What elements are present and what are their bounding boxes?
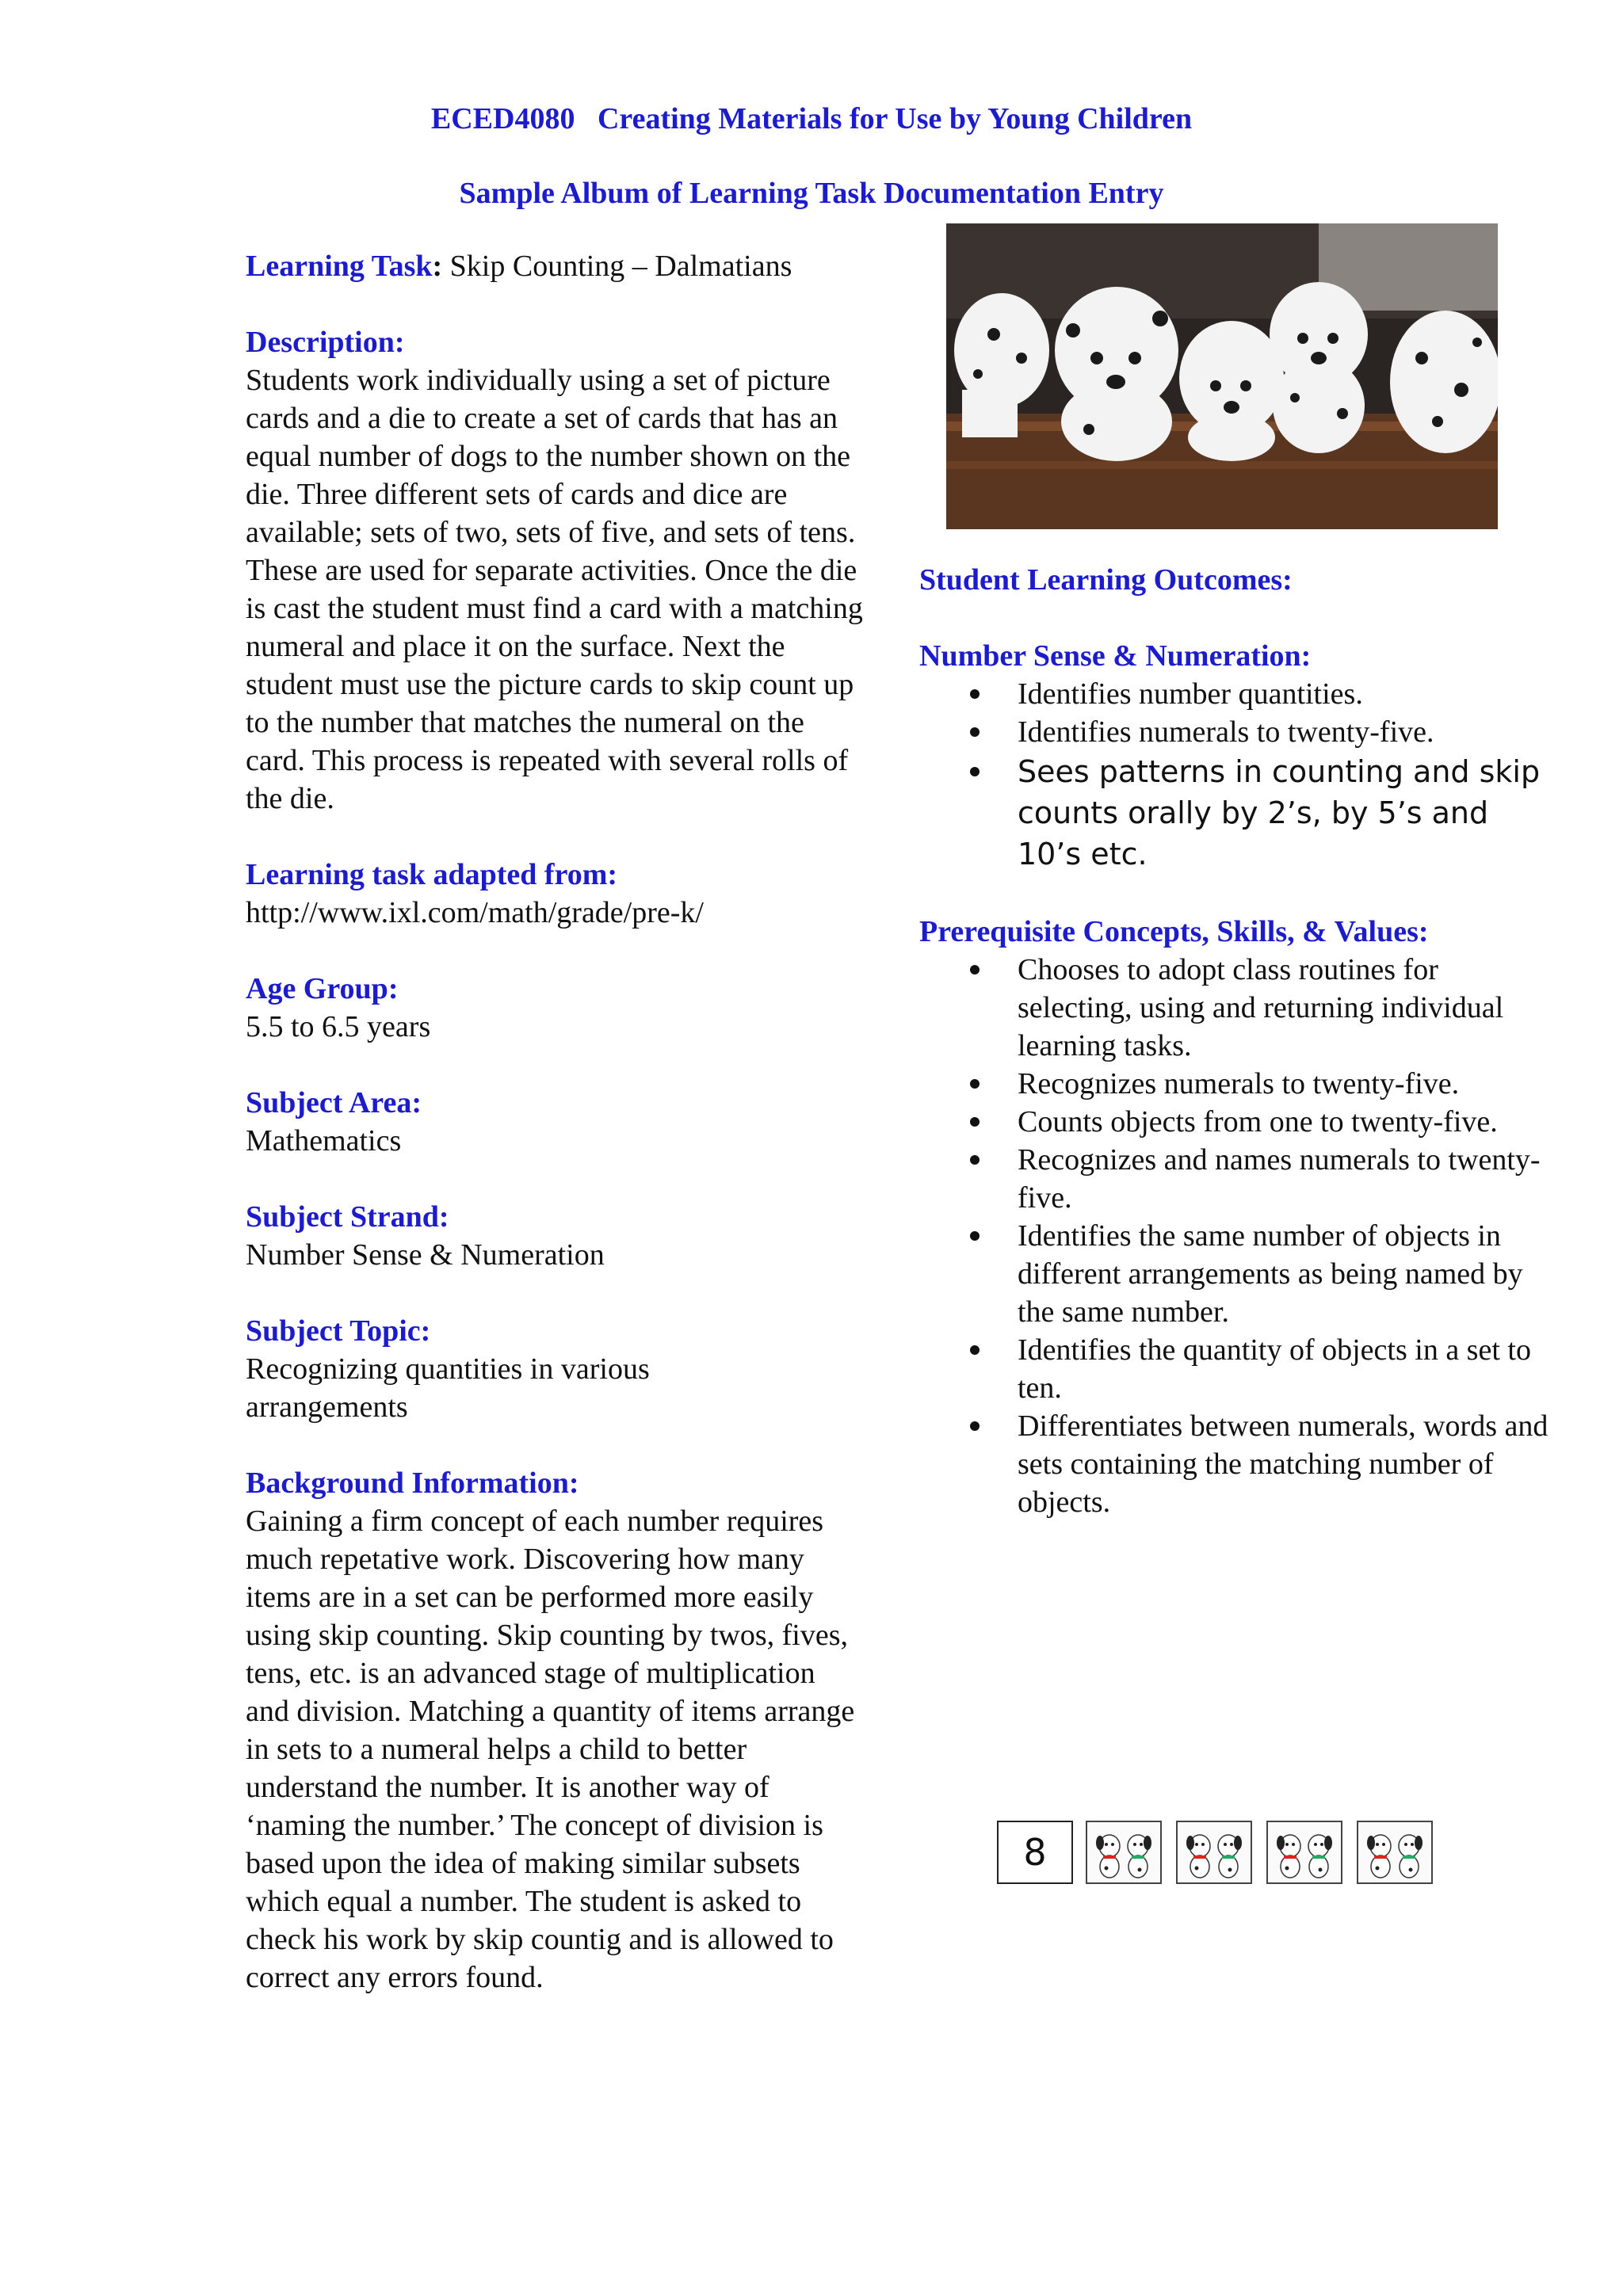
background-section	[246, 1464, 864, 1997]
bullet-icon	[970, 689, 980, 699]
number-sense-label: Number Sense & Numeration:	[919, 639, 1312, 673]
subject-strand-value: Number Sense & Numeration	[246, 1238, 605, 1272]
dalmatian-pair-icon	[1087, 1822, 1160, 1882]
description-section	[246, 323, 864, 818]
age-group-value: 5.5 to 6.5 years	[246, 1010, 431, 1043]
subject-strand-label: Subject Strand:	[246, 1200, 449, 1234]
prerequisites-section	[919, 913, 1553, 1521]
list-item: Differentiates between numerals, words and sets containing the matching number of objects.	[919, 1407, 1553, 1521]
background-label: Background Information:	[246, 1466, 579, 1500]
bullet-icon	[970, 1421, 980, 1431]
bullet-icon	[970, 965, 980, 974]
dalmatian-card	[1266, 1821, 1342, 1884]
bullet-icon	[970, 1155, 980, 1165]
numeral-card: 8	[997, 1821, 1073, 1884]
list-item: Chooses to adopt class routines for selecting, using and returning individual learning tasks.	[919, 951, 1553, 1065]
learning-task-section	[246, 247, 864, 285]
dalmatian-card	[1357, 1821, 1433, 1884]
list-item: Sees patterns in counting and skip counts orally by 2’s, by 5’s and 10’s etc.	[919, 751, 1553, 875]
description-text: Students work individually using a set of picture cards and a die to create a set of cards that has an equal number of dogs to the number shown on the die. Three different sets of cards and dice are available; sets of two, sets of five, and sets of tens. These are used for separate activities. Once the die is cast the student must find a card with a matching numeral and place it on the surface. Next the student must use the picture cards to skip count up to the number that matches the numeral on the card. This process is repeated with several rolls of the die.	[246, 364, 863, 815]
dalmatian-puppies-illustration	[946, 223, 1498, 529]
subject-area-section	[246, 1084, 864, 1160]
bullet-icon	[970, 1079, 980, 1089]
adapted-from-section	[246, 856, 864, 932]
adapted-from-label: Learning task adapted from:	[246, 858, 618, 891]
age-group-section	[246, 970, 864, 1046]
course-title: ECED4080 Creating Materials for Use by Young Children	[430, 102, 1193, 135]
list-item: Recognizes and names numerals to twenty-five.	[919, 1141, 1553, 1217]
list-item: Recognizes numerals to twenty-five.	[919, 1065, 1553, 1103]
subject-topic-section	[246, 1312, 864, 1426]
left-column	[246, 247, 864, 2035]
dalmatian-pair-icon	[1358, 1822, 1431, 1882]
bullet-icon	[970, 767, 980, 776]
dalmatian-puppies-photo	[946, 223, 1498, 529]
list-item: Identifies numerals to twenty-five.	[919, 713, 1553, 751]
bullet-icon	[970, 1231, 980, 1241]
card-example-strip	[997, 1821, 1441, 1884]
list-item: Counts objects from one to twenty-five.	[919, 1103, 1553, 1141]
prerequisites-list	[919, 951, 1553, 1521]
subject-area-label: Subject Area:	[246, 1086, 422, 1119]
outcomes-section	[919, 561, 1553, 599]
age-group-label: Age Group:	[246, 972, 399, 1005]
bullet-icon	[970, 1345, 980, 1355]
description-label: Description:	[246, 326, 405, 359]
background-text: Gaining a firm concept of each number requires much repetative work. Discovering how many items are in a set can be performed more easily using skip counting. Skip counting by twos, fives, tens, etc. is an advanced stage of multiplication and division. Matching a quantity of items arrange in sets to a numeral helps a child to better understand the number. It is another way of ‘naming the number.’ The concept of division is based upon the idea of making similar subsets which equal a number. The student is asked to check his work by skip countig and is allowed to correct any errors found.	[246, 1505, 855, 1994]
dalmatian-card	[1176, 1821, 1252, 1884]
subject-topic-value: Recognizing quantities in various arrangements	[246, 1352, 650, 1424]
subject-strand-section	[246, 1198, 864, 1274]
prerequisites-label: Prerequisite Concepts, Skills, & Values:	[919, 915, 1429, 948]
adapted-from-url: http://www.ixl.com/math/grade/pre-k/	[246, 896, 704, 929]
list-item: Identifies the same number of objects in different arrangements as being named by the same number.	[919, 1217, 1553, 1331]
bullet-icon	[970, 1117, 980, 1127]
dalmatian-pair-icon	[1268, 1822, 1341, 1882]
bullet-icon	[970, 727, 980, 737]
subject-area-value: Mathematics	[246, 1124, 402, 1158]
learning-task-label: Learning Task	[246, 250, 433, 283]
learning-task-value: Skip Counting – Dalmatians	[442, 250, 792, 283]
outcomes-list	[919, 675, 1553, 875]
right-column	[919, 561, 1553, 1559]
dalmatian-card	[1086, 1821, 1162, 1884]
list-item: Identifies the quantity of objects in a set to ten.	[919, 1331, 1553, 1407]
number-sense-section	[919, 637, 1553, 875]
list-item: Identifies number quantities.	[919, 675, 1553, 713]
learning-task-colon: :	[432, 250, 443, 283]
subject-topic-label: Subject Topic:	[246, 1314, 431, 1348]
album-subtitle: Sample Album of Learning Task Documentation Entry	[459, 177, 1164, 210]
dalmatian-pair-icon	[1178, 1822, 1251, 1882]
outcomes-label: Student Learning Outcomes:	[919, 563, 1293, 597]
